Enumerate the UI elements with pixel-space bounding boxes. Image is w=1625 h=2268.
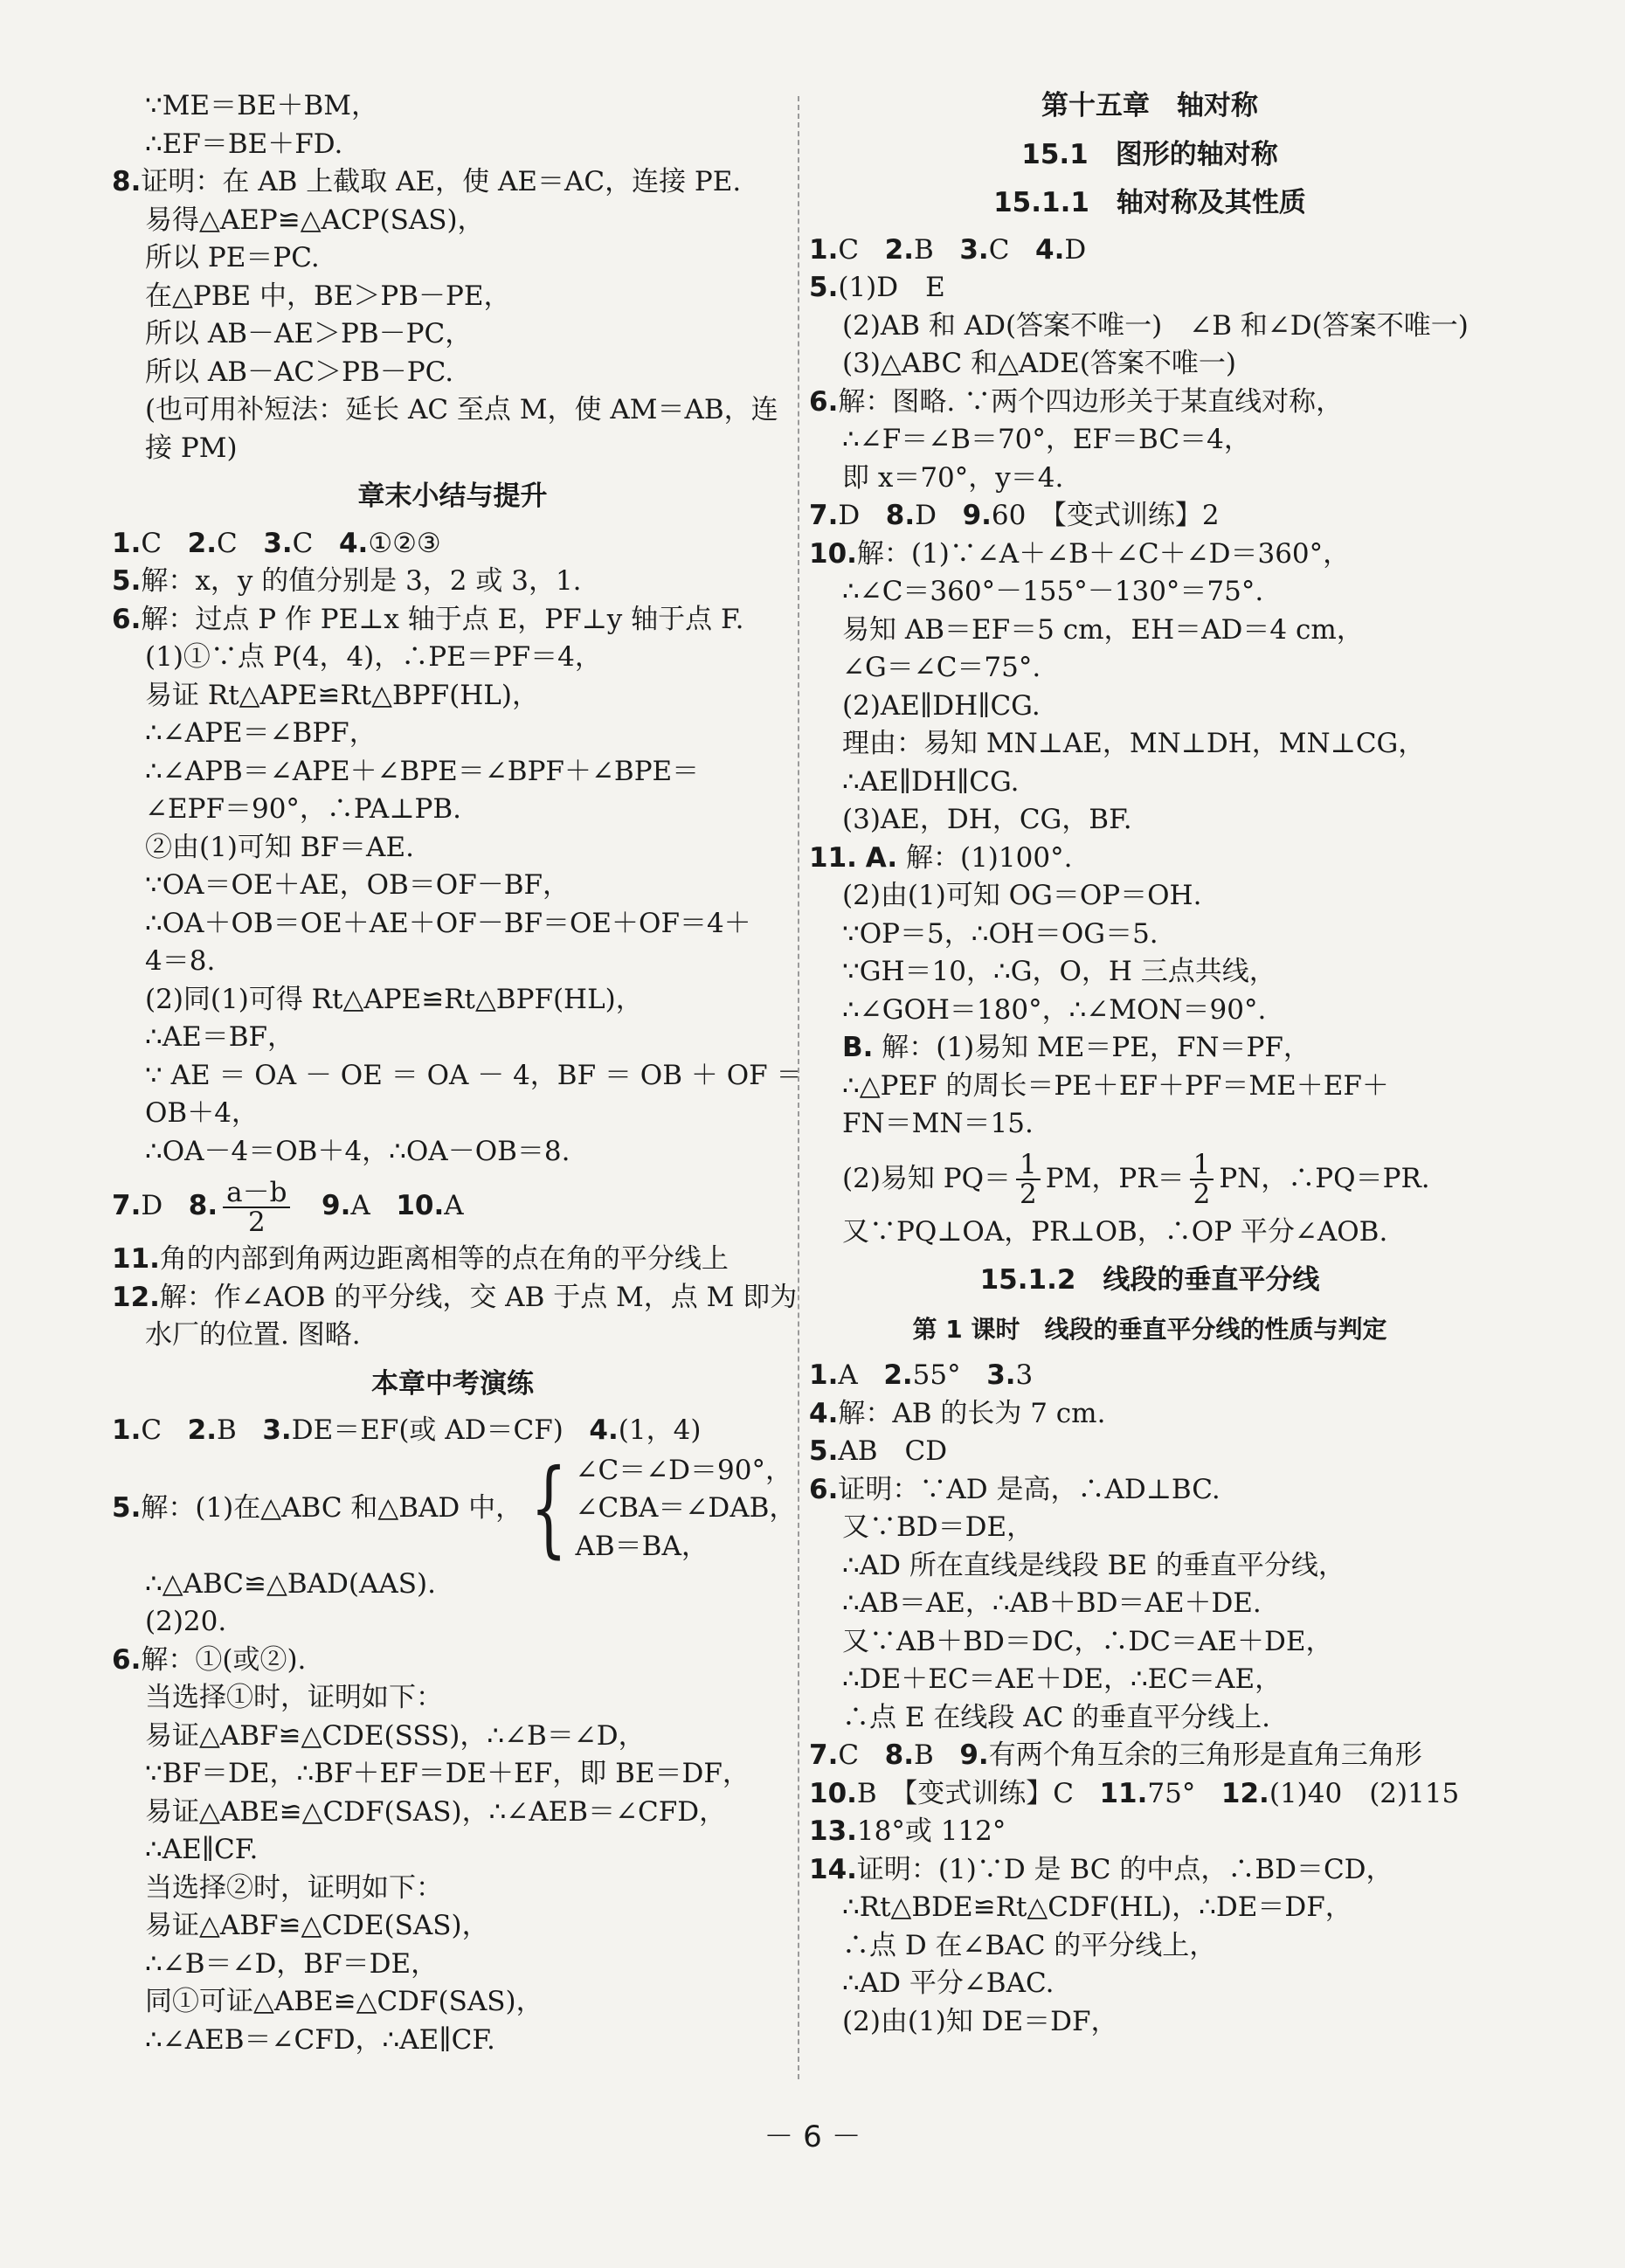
text-line: 证明：∵AD 是高，∴AD⊥BC. xyxy=(838,1473,1220,1505)
text-line: 易证 Rt△APE≌Rt△BPF(HL)， xyxy=(145,679,539,711)
text-line: 证明：在 AB 上截取 AE，使 AE＝AC，连接 PE. xyxy=(141,166,742,197)
text-line: FN＝MN＝15. xyxy=(842,1108,1034,1139)
question-number: 9. xyxy=(322,1190,351,1221)
text-segment: PM，PR＝ xyxy=(1045,1162,1185,1194)
answer-text: C xyxy=(988,233,1010,266)
section-heading: 15.1 图形的轴对称 xyxy=(1021,138,1278,170)
text-line: OB＋4， xyxy=(145,1097,259,1129)
text-line: ∴∠B＝∠D，BF＝DE， xyxy=(145,1947,439,1980)
subsection-heading: 15.1.1 轴对称及其性质 xyxy=(993,187,1306,218)
text-line: ∴△PEF 的周长＝PE＋EF＋PF＝ME＋EF＋ xyxy=(842,1069,1389,1102)
text-line: AB CD xyxy=(838,1435,948,1467)
text-line: 所以 PE＝PC. xyxy=(145,242,320,273)
answer-text: C xyxy=(838,233,860,266)
text-line: 解：x，y 的值分别是 3，2 或 3，1. xyxy=(141,565,582,597)
text-segment: PN，∴PQ＝PR. xyxy=(1219,1162,1430,1194)
answer-6 xyxy=(112,601,793,640)
fraction-denominator: 2 xyxy=(1193,1179,1211,1210)
answers-7-9 xyxy=(809,497,1490,536)
fraction xyxy=(1016,1151,1041,1208)
fraction-denominator: 2 xyxy=(247,1206,266,1238)
answer-text: (1)40 (2)115 xyxy=(1269,1777,1460,1809)
answers-10-12 xyxy=(809,1775,1490,1814)
answer-text: A xyxy=(444,1190,464,1221)
text-line: 又∵PQ⊥OA，PR⊥OB，∴OP 平分∠AOB. xyxy=(842,1215,1388,1248)
answer-5 xyxy=(112,563,793,601)
answer-12 xyxy=(112,1279,798,1317)
question-number: 11. xyxy=(1099,1777,1148,1809)
question-number: 10. xyxy=(809,537,857,570)
answer-text: D xyxy=(141,1190,163,1221)
answer-text: C xyxy=(141,1414,162,1446)
question-number: 12. xyxy=(1220,1777,1269,1809)
answer-text: 18°或 112° xyxy=(856,1815,1006,1847)
right-column xyxy=(809,87,1490,2041)
text-line: 易证△ABF≌△CDE(SSS)，∴∠B＝∠D， xyxy=(145,1719,646,1752)
answer-text: B xyxy=(914,1739,934,1771)
text-line: 所以 AB－AC＞PB－PC. xyxy=(145,356,454,388)
answer-text: C xyxy=(217,527,238,559)
answer-11 xyxy=(112,1241,793,1279)
answer-5 xyxy=(809,1433,1490,1471)
text-line: ∠EPF＝90°，∴PA⊥PB. xyxy=(145,793,461,825)
text-line: 又∵BD＝DE， xyxy=(842,1511,1034,1543)
section-heading: 本章中考演练 xyxy=(371,1367,534,1400)
text-line: 在△PBE 中，BE＞PB－PE， xyxy=(145,280,511,312)
question-number: 6. xyxy=(112,1643,142,1676)
question-number: 8. xyxy=(188,1190,218,1221)
text-line: ∵OA＝OE＋AE，OB＝OF－BF， xyxy=(145,869,570,901)
text-line: 解：(1)100°. xyxy=(905,841,1073,874)
answer-text: 60 【变式训练】2 xyxy=(991,500,1220,531)
answer-text: D xyxy=(1064,233,1087,266)
text-line: ∴点 E 在线段 AC 的垂直平分线上. xyxy=(842,1701,1271,1733)
question-number: 8. xyxy=(885,500,916,531)
question-number: 4. xyxy=(338,527,369,559)
part-label: B. xyxy=(842,1032,874,1063)
question-number: 3. xyxy=(959,233,989,266)
text-line: ∴OA－4＝OB＋4，∴OA－OB＝8. xyxy=(145,1135,570,1167)
section-heading: 章末小结与提升 xyxy=(357,481,548,512)
text-line: ∵BF＝DE，∴BF＋EF＝DE＋EF，即 BE＝DF， xyxy=(145,1758,750,1789)
answer-11 xyxy=(809,840,1490,878)
subsection-heading: 15.1.2 线段的垂直平分线 xyxy=(979,1264,1320,1296)
text-line: ∴点 D 在∠BAC 的平分线上， xyxy=(842,1929,1217,1961)
answer-text: D xyxy=(838,500,861,531)
chapter-title: 第十五章 轴对称 xyxy=(1041,90,1258,121)
question-number: 7. xyxy=(809,1739,839,1771)
left-brace: { xyxy=(530,1448,568,1569)
text-line: 4＝8. xyxy=(145,945,216,977)
answer-text: B xyxy=(217,1414,237,1446)
answers-1-4 xyxy=(112,525,793,564)
question-number: 9. xyxy=(962,500,992,531)
answer-5 xyxy=(112,1448,797,1569)
question-number: 11. xyxy=(112,1243,160,1275)
text-line: (1)①∵点 P(4，4)，∴PE＝PF＝4， xyxy=(145,641,602,673)
text-segment: (2)易知 PQ＝ xyxy=(842,1162,1012,1194)
question-number: 7. xyxy=(112,1190,142,1221)
answer-text: C xyxy=(141,527,162,559)
text-line: (2)AB 和 AD(答案不唯一) ∠B 和∠D(答案不唯一) xyxy=(842,309,1469,342)
answer-14 xyxy=(809,1851,1490,1890)
fraction-numerator: 1 xyxy=(1190,1151,1214,1180)
question-number: 6. xyxy=(809,1473,839,1505)
text-line: ∵ME＝BE＋BM， xyxy=(145,90,379,121)
question-number: 9. xyxy=(959,1739,989,1771)
answer-text: D xyxy=(915,500,937,531)
answer-8 xyxy=(112,163,793,202)
text-line: 证明：(1)∵D 是 BC 的中点，∴BD＝CD， xyxy=(856,1853,1393,1885)
text-line: ②由(1)可知 BF＝AE. xyxy=(145,831,414,863)
answer-4 xyxy=(809,1395,1490,1434)
answer-text: ①②③ xyxy=(368,527,441,559)
text-line: (2)由(1)知 DE＝DF， xyxy=(842,2005,1118,2037)
text-line: ∴∠F＝∠B＝70°，EF＝BC＝4， xyxy=(842,424,1251,455)
text-line: ∴DE＋EC＝AE＋DE，∴EC＝AE， xyxy=(842,1663,1283,1695)
text-line: (1)D E xyxy=(838,272,945,303)
question-number: 3. xyxy=(262,1414,292,1446)
equation-system xyxy=(576,1452,797,1566)
text-line: (3)△ABC 和△ADE(答案不唯一) xyxy=(842,348,1236,379)
text-line: ∠G＝∠C＝75°. xyxy=(842,652,1041,683)
text-line: ∴∠AEB＝∠CFD，∴AE∥CF. xyxy=(145,2023,495,2056)
left-column xyxy=(112,87,804,2059)
answer-text: C xyxy=(292,527,314,559)
fraction xyxy=(223,1176,290,1238)
fraction-numerator: 1 xyxy=(1016,1151,1041,1180)
text-line: (也可用补短法：延长 AC 至点 M，使 AM＝AB，连 xyxy=(145,394,778,425)
part-b xyxy=(809,1029,1490,1068)
question-number: 5. xyxy=(809,1435,839,1467)
fraction-denominator: 2 xyxy=(1020,1179,1037,1210)
answer-text: C xyxy=(838,1739,860,1771)
answer-text: 3 xyxy=(1015,1359,1034,1391)
text-line: ∴AE∥DH∥CG. xyxy=(842,765,1020,798)
column-divider xyxy=(798,96,799,2079)
question-number: 7. xyxy=(809,500,839,531)
question-number: 6. xyxy=(112,603,142,635)
question-number: 13. xyxy=(809,1815,857,1847)
fraction xyxy=(1190,1151,1214,1208)
text-line: (3)AE，DH，CG，BF. xyxy=(842,804,1132,835)
answer-text: B 【变式训练】C xyxy=(856,1777,1074,1809)
text-line: 解：图略. ∵两个四边形关于某直线对称， xyxy=(838,385,1344,418)
question-number: 10. xyxy=(396,1190,445,1221)
question-number: 3. xyxy=(986,1359,1016,1391)
question-number: 2. xyxy=(883,1359,913,1391)
text-line: 所以 AB－AE＞PB－PC， xyxy=(145,318,473,349)
text-line: ∴Rt△BDE≌Rt△CDF(HL)，∴DE＝DF， xyxy=(842,1891,1352,1923)
text-line: 同①可证△ABE≌△CDF(SAS)， xyxy=(145,1986,543,2017)
answer-text: DE＝EF(或 AD＝CF) xyxy=(291,1414,564,1446)
text-line: ∴AE∥CF. xyxy=(145,1834,259,1865)
answer-text: (1，4) xyxy=(618,1414,702,1446)
answer-6 xyxy=(809,1471,1490,1510)
question-number: 5. xyxy=(809,272,839,303)
text-line: 解：(1)∵∠A＋∠B＋∠C＋∠D＝360°， xyxy=(856,537,1351,570)
text-line: (2)同(1)可得 Rt△APE≌Rt△BPF(HL)， xyxy=(145,983,643,1015)
fraction-line xyxy=(809,1144,1490,1214)
text-line: ∴OA＋OB＝OE＋AE＋OF－BF＝OE＋OF＝4＋ xyxy=(145,907,751,939)
text-line: ∴∠APE＝∠BPF， xyxy=(145,717,377,749)
text-line: 角的内部到角两边距离相等的点在角的平分线上 xyxy=(159,1243,729,1275)
system-line: AB＝BA， xyxy=(575,1530,709,1562)
system-line: ∠C＝∠D＝90°， xyxy=(575,1454,792,1486)
question-number: 2. xyxy=(187,527,218,559)
question-number: 14. xyxy=(809,1853,857,1885)
text-line: ∴∠APB＝∠APE＋∠BPE＝∠BPF＋∠BPE＝ xyxy=(145,755,700,787)
text-line: 当选择②时，证明如下： xyxy=(145,1871,443,1904)
answer-text: A xyxy=(838,1359,858,1391)
answers-7-9 xyxy=(809,1737,1490,1775)
question-number: 1. xyxy=(809,233,839,266)
text-line: 接 PM) xyxy=(145,432,238,464)
text-line: 水厂的位置. 图略. xyxy=(145,1319,361,1351)
answer-10 xyxy=(809,536,1490,574)
answer-5 xyxy=(809,269,1490,308)
question-number: 2. xyxy=(884,233,915,266)
answers-1-3 xyxy=(809,1357,1490,1395)
question-number: 4. xyxy=(809,1397,839,1429)
question-number: 10. xyxy=(809,1777,857,1809)
question-number: 3. xyxy=(263,527,293,559)
text-line: 又∵AB＋BD＝DC，∴DC＝AE＋DE， xyxy=(842,1625,1333,1657)
lesson-heading: 第 1 课时 线段的垂直平分线的性质与判定 xyxy=(912,1314,1387,1344)
text-line: (2)20. xyxy=(145,1606,227,1637)
answer-text: A xyxy=(350,1190,370,1221)
text-line: ∴∠GOH＝180°，∴∠MON＝90°. xyxy=(842,993,1267,1026)
answer-text: B xyxy=(914,233,934,266)
question-number: 2. xyxy=(187,1414,218,1446)
text-line: ∵ AE ＝ OA － OE ＝ OA － 4，BF ＝ OB ＋ OF ＝ xyxy=(145,1059,804,1091)
text-line: 解：①(或②). xyxy=(141,1643,307,1676)
text-line: 解：(1)易知 ME＝PE，FN＝PF， xyxy=(882,1032,1310,1063)
question-number: 8. xyxy=(884,1739,915,1771)
text-line: 解：AB 的长为 7 cm. xyxy=(838,1397,1106,1429)
question-number: 4. xyxy=(1035,233,1065,266)
text-line: 易得△AEP≌△ACP(SAS)， xyxy=(145,204,485,236)
text-line: (2)由(1)可知 OG＝OP＝OH. xyxy=(842,880,1202,911)
text-line: 易知 AB＝EF＝5 cm，EH＝AD＝4 cm， xyxy=(842,613,1364,646)
page-number: － 6 － xyxy=(764,2119,861,2154)
question-number: 1. xyxy=(112,527,142,559)
text-line: 易证△ABF≌△CDE(SAS)， xyxy=(145,1910,489,1941)
text-line: 当选择①时，证明如下： xyxy=(145,1682,443,1713)
question-number: 11. xyxy=(809,841,857,874)
text-line: 解：过点 P 作 PE⊥x 轴于点 E，PF⊥y 轴于点 F. xyxy=(141,603,744,635)
text-line: ∴AB＝AE，∴AB＋BD＝AE＋DE. xyxy=(842,1587,1262,1619)
text-line: ∴AE＝BF， xyxy=(145,1021,295,1053)
answer-6 xyxy=(809,384,1490,422)
answer-6 xyxy=(112,1642,793,1680)
text-line: ∵OP＝5，∴OH＝OG＝5. xyxy=(842,917,1158,950)
answers-1-4 xyxy=(809,232,1490,270)
text-line: ∴∠C＝360°－155°－130°＝75°. xyxy=(842,576,1264,607)
text-line: 解：作∠AOB 的平分线，交 AB 于点 M，点 M 即为 xyxy=(159,1281,798,1313)
answers-1-4 xyxy=(112,1412,793,1450)
question-number: 6. xyxy=(809,385,839,418)
question-number: 4. xyxy=(589,1414,619,1446)
system-line: ∠CBA＝∠DAB， xyxy=(575,1492,797,1525)
question-number: 1. xyxy=(809,1359,839,1391)
text-line: (2)AE∥DH∥CG. xyxy=(842,689,1041,722)
question-number: 12. xyxy=(112,1281,160,1313)
answers-7-10 xyxy=(112,1171,793,1241)
question-number: 1. xyxy=(112,1414,142,1446)
answer-text: 有两个角互余的三角形是直角三角形 xyxy=(988,1739,1422,1771)
text-line: ∴AD 平分∠BAC. xyxy=(842,1967,1055,1999)
text-line: ∴EF＝BE＋FD. xyxy=(145,128,343,160)
fraction-numerator: a－b xyxy=(223,1179,290,1208)
text-line: 解：(1)在△ABC 和△BAD 中， xyxy=(141,1491,523,1524)
text-line: ∴△ABC≌△BAD(AAS). xyxy=(145,1567,436,1600)
text-line: 即 x＝70°，y＝4. xyxy=(842,461,1064,494)
question-number: 8. xyxy=(112,166,142,197)
part-label: A. xyxy=(865,841,898,874)
text-line: 易证△ABE≌△CDF(SAS)，∴∠AEB＝∠CFD， xyxy=(145,1795,727,1828)
question-number: 5. xyxy=(112,1491,142,1524)
answer-text: 55° xyxy=(912,1359,961,1391)
text-line: ∴AD 所在直线是线段 BE 的垂直平分线， xyxy=(842,1549,1345,1581)
text-line: ∵GH＝10，∴G，O，H 三点共线， xyxy=(842,956,1276,987)
text-line: 理由：易知 MN⊥AE，MN⊥DH，MN⊥CG， xyxy=(842,728,1426,759)
question-number: 5. xyxy=(112,565,142,597)
answer-text: 75° xyxy=(1147,1777,1196,1809)
answer-13 xyxy=(809,1813,1490,1851)
